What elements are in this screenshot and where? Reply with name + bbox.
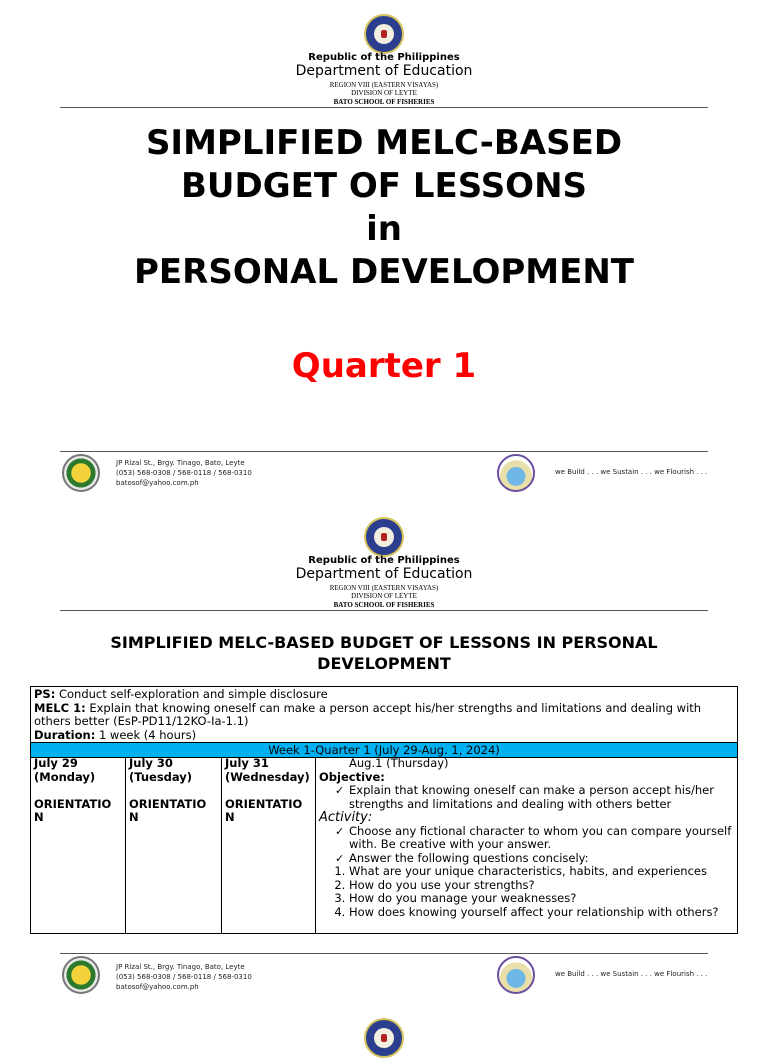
footer-address: JP Rizal St., Brgy. Tinago, Bato, Leyte [116, 963, 245, 971]
footer-rule [60, 451, 708, 452]
region-text: REGION VIII (EASTERN VISAYAS) [329, 584, 439, 592]
day-activity: ORIENTATIO [34, 796, 112, 811]
cover-title-line1: SIMPLIFIED MELC-BASED [145, 123, 623, 163]
deped-seal-icon [364, 1018, 404, 1058]
deped-seal-icon [364, 517, 404, 557]
division-text: DIVISION OF LEYTE [351, 89, 417, 97]
footer-motto: we Build . . . we Sustain . . . we Flourish . . . [555, 468, 708, 476]
day-weekday: (Monday) [34, 769, 96, 784]
document-title [0, 632, 768, 674]
activity-label: Activity: [319, 810, 373, 825]
day-activity-cont: N [129, 810, 139, 824]
day-cell-wednesday [225, 757, 313, 825]
question-item: 2. How do you use your strengths? [349, 879, 735, 893]
document-title-line1: SIMPLIFIED MELC-BASED BUDGET OF LESSONS IN PERSONAL [110, 633, 658, 652]
footer-contact [116, 458, 336, 488]
week-header-bar: Week 1-Quarter 1 (July 29-Aug. 1, 2024) [31, 742, 737, 758]
footer-contact [116, 962, 336, 992]
day-cell-tuesday [129, 757, 217, 825]
column-divider [315, 757, 316, 933]
budget-table [30, 686, 738, 934]
day-activity: ORIENTATIO [225, 796, 303, 811]
duration-text: 1 week (4 hours) [98, 727, 197, 742]
footer-email: batosof@yahoo.com.ph [116, 983, 199, 991]
activity-item: ✓ Choose any fictional character to whom you can compare yourself with. Be creative with your answer. [331, 825, 735, 852]
ps-label: PS: [34, 687, 56, 701]
header-rule [60, 107, 708, 108]
deped-seal-icon [364, 14, 404, 54]
republic-text: Republic of the Philippines [308, 52, 460, 63]
region-text: REGION VIII (EASTERN VISAYAS) [329, 81, 439, 89]
ps-text: Conduct self-exploration and simple disclosure [58, 687, 328, 701]
footer-rule [60, 953, 708, 954]
melc-text: Explain that knowing oneself can make a person accept his/her strengths and limitations and dealing with [89, 700, 702, 715]
footer-phone: (053) 568-0308 / 568-0118 / 568-0310 [116, 973, 252, 981]
activity-item: ✓ Answer the following questions concisely: [331, 852, 735, 866]
question-item: 1. What are your unique characteristics, habits, and experiences [349, 865, 735, 879]
objective-item: ✓ Explain that knowing oneself can make a person accept his/her strengths and limitations and dealing with others better [331, 784, 735, 811]
quarter-label: Quarter 1 [291, 346, 477, 386]
school-text: BATO SCHOOL OF FISHERIES [333, 601, 435, 609]
day-activity-cont: N [34, 810, 44, 824]
melc-text-cont: others better (EsP-PD11/12KO-Ia-1.1) [34, 714, 249, 728]
cover-title [0, 122, 768, 294]
ps-row [34, 688, 734, 742]
day-activity: ORIENTATIO [129, 796, 207, 811]
duration-label: Duration: [34, 727, 96, 742]
division-text: DIVISION OF LEYTE [351, 592, 417, 600]
school-badge-icon [497, 454, 535, 492]
day-cell-monday [34, 757, 122, 825]
day-cell-thursday [319, 757, 735, 919]
bsf-logo-icon [62, 454, 100, 492]
day-date: July 30 [129, 756, 173, 770]
footer-email: batosof@yahoo.com.ph [116, 479, 199, 487]
question-item: 4. How does knowing yourself affect your relationship with others? [349, 906, 735, 920]
column-divider [125, 757, 126, 933]
objective-list [319, 784, 735, 811]
objective-label: Objective: [319, 769, 385, 784]
melc-label: MELC 1: [34, 700, 86, 715]
cover-title-line2: BUDGET OF LESSONS [180, 166, 588, 206]
department-text: Department of Education [295, 566, 473, 582]
document-title-line2: DEVELOPMENT [317, 654, 451, 673]
cover-title-line3: in [366, 209, 402, 249]
school-text: BATO SCHOOL OF FISHERIES [333, 98, 435, 106]
bsf-logo-icon [62, 956, 100, 994]
footer-address: JP Rizal St., Brgy. Tinago, Bato, Leyte [116, 459, 245, 467]
department-text: Department of Education [295, 63, 473, 79]
republic-text: Republic of the Philippines [308, 555, 460, 566]
question-list [319, 865, 735, 919]
day-weekday: (Tuesday) [129, 769, 193, 784]
day-date: July 31 [225, 756, 269, 770]
footer-phone: (053) 568-0308 / 568-0118 / 568-0310 [116, 469, 252, 477]
activity-list [319, 825, 735, 866]
thursday-heading: Aug.1 (Thursday) [349, 756, 449, 770]
header-rule [60, 610, 708, 611]
footer-motto: we Build . . . we Sustain . . . we Flourish . . . [555, 970, 708, 978]
day-date: July 29 [34, 756, 78, 770]
day-weekday: (Wednesday) [225, 769, 310, 784]
column-divider [221, 757, 222, 933]
school-badge-icon [497, 956, 535, 994]
day-activity-cont: N [225, 810, 235, 824]
cover-title-line4: PERSONAL DEVELOPMENT [134, 252, 634, 292]
question-item: 3. How do you manage your weaknesses? [349, 892, 735, 906]
